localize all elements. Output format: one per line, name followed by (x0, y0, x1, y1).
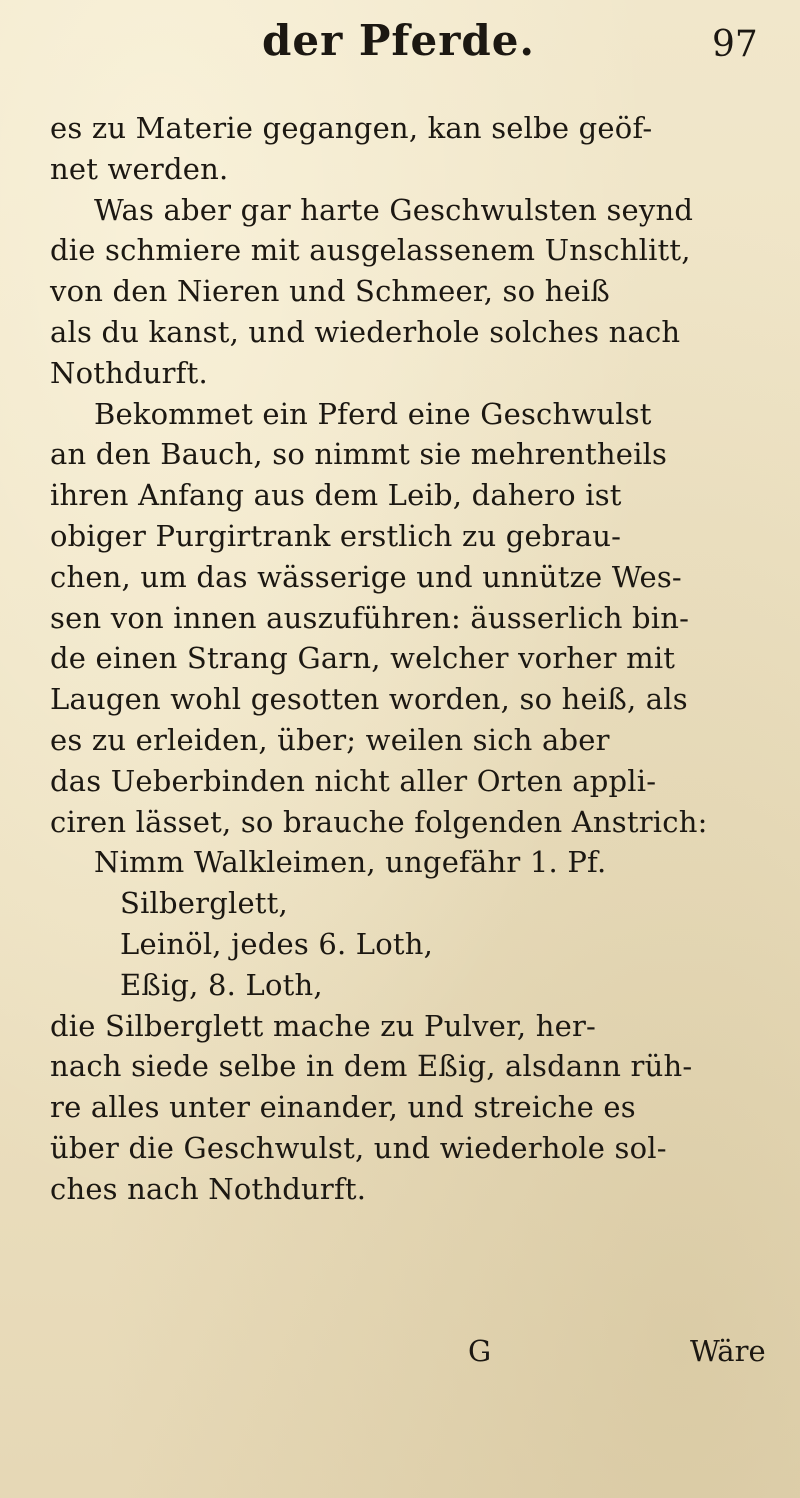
text-line: an den Bauch, so nimmt sie mehrentheils (50, 437, 668, 472)
text-line: ciren lässet, so brauche folgenden Anstrich: (50, 804, 708, 839)
text-line: als du kanst, und wiederhole solches nach (50, 314, 681, 349)
text-line: es zu erleiden, über; weilen sich aber (50, 722, 610, 757)
page-header (0, 14, 800, 84)
text-line: re alles unter einander, und streiche es (50, 1090, 636, 1125)
recipe-line: Leinöl, jedes 6. Loth, (120, 926, 434, 961)
text-line: nach siede selbe in dem Eßig, alsdann rüh- (50, 1049, 693, 1084)
text-line: ches nach Nothdurft. (50, 1171, 367, 1206)
text-line: sen von innen auszuführen: äusserlich bin- (50, 600, 690, 635)
text-line: über die Geschwulst, und wiederhole sol- (50, 1130, 667, 1165)
text-line: Laugen wohl gesotten worden, so heiß, als (50, 682, 688, 717)
text-line: die schmiere mit ausgelassenem Unschlitt, (50, 233, 691, 268)
text-line: Was aber gar harte Geschwulsten seynd (94, 192, 694, 227)
catchword: Wäre (690, 1334, 766, 1368)
recipe-line: Silberglett, (120, 886, 288, 921)
body-text (50, 108, 800, 1210)
text-line: es zu Materie gegangen, kan selbe geöf- (50, 111, 653, 145)
text-line: Nothdurft. (50, 355, 208, 390)
recipe-line: Eßig, 8. Loth, (120, 967, 323, 1002)
text-line: de einen Strang Garn, welcher vorher mit (50, 641, 676, 676)
page-number: 97 (712, 24, 758, 65)
text-line: die Silberglett mache zu Pulver, her- (50, 1008, 597, 1043)
text-line: Bekommet ein Pferd eine Geschwulst (94, 396, 652, 431)
text-line: von den Nieren und Schmeer, so heiß (50, 274, 610, 309)
page-footer (0, 1334, 800, 1374)
text-line: ihren Anfang aus dem Leib, dahero ist (50, 478, 622, 513)
recipe-line: Nimm Walkleimen, ungefähr 1. Pf. (94, 845, 607, 880)
text-line: chen, um das wässerige und unnütze Wes- (50, 559, 682, 594)
text-line: net werden. (50, 151, 229, 186)
running-title: der Pferde. (262, 16, 536, 65)
text-line: obiger Purgirtrank erstlich zu gebrau- (50, 518, 622, 553)
text-line: das Ueberbinden nicht aller Orten appli- (50, 763, 657, 798)
signature-mark: G (468, 1334, 492, 1368)
